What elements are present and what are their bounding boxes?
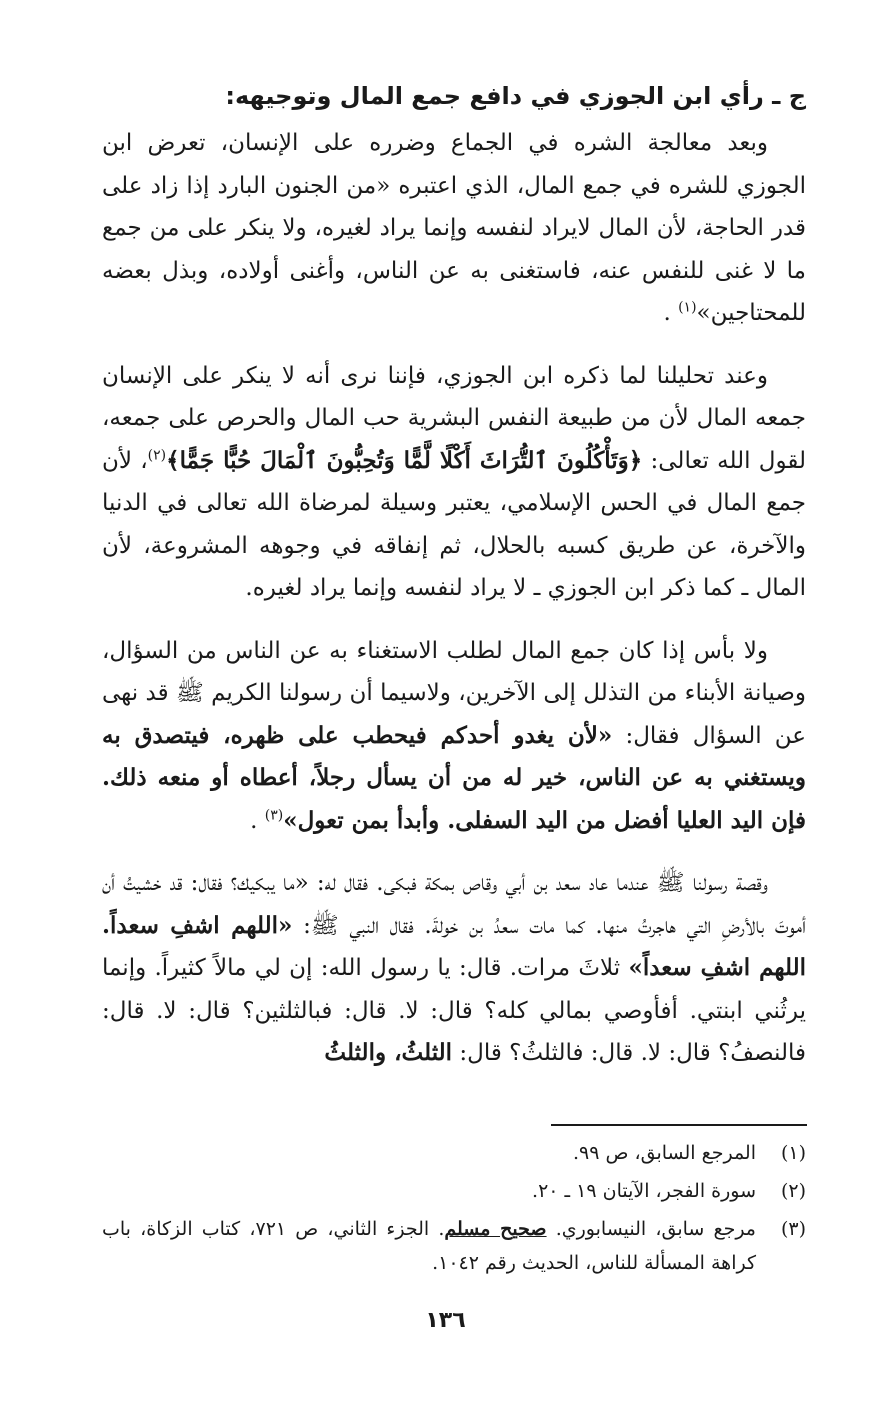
- footnote-2: [102, 1174, 806, 1208]
- footnote-3-text-a: مرجع سابق، النيسابوري.: [555, 1218, 756, 1240]
- page-number: ١٣٦: [425, 1308, 466, 1333]
- footnote-ref-1[interactable]: (١): [678, 299, 697, 316]
- paragraph-4-text-a: وقصة رسولنا ﷺ عندما عاد سعد بن أبي وقاص بمكة فبكى. فقال له: «ما يبكيك؟ فقال: قد خشيتُ أن أموتَ بالأرضِ التي هاجرتُ منها. كما مات سعدُ بن خولةَ. فقال النبي ﷺ:: [102, 870, 806, 939]
- page-body: [102, 74, 806, 1075]
- footnote-1-text: المرجع السابق، ص ٩٩.: [572, 1142, 756, 1164]
- third-answer: الثلثُ، والثلثُ: [324, 1039, 453, 1066]
- hadith-quote: «لأن يغدو أحدكم فيحطب على ظهره، فيتصدق به ويستغني به عن الناس، خير له من أن يسأل رجلاً، أعطاه أو منعه ذلك. فإن اليد العليا أفضل من اليد السفلى. وأبدأ بمن تعول»: [102, 721, 806, 834]
- footnote-ref-3[interactable]: (٣): [264, 806, 284, 823]
- paragraph-3-end: .: [250, 807, 258, 834]
- footnote-1: [102, 1136, 806, 1170]
- paragraph-2: [102, 355, 806, 610]
- footnote-3-text-b: . الجزء الثاني، ص ٧٢١، كتاب الزكاة، باب كراهة المسألة للناس، الحديث رقم ١٠٤٢.: [102, 1218, 756, 1274]
- paragraph-3-text-a: ولا بأس إذا كان جمع المال لطلب الاستغناء به عن الناس من السؤال، وصيانة الأبناء من التذلل إلى الآخرين، ولاسيما أن رسولنا الكريم ﷺ قد نهى عن السؤال فقال:: [102, 637, 807, 749]
- section-heading: ج ـ رأي ابن الجوزي في دافع جمع المال وتوجيهه:: [225, 82, 806, 110]
- footnote-divider: [551, 1124, 807, 1126]
- paragraph-2-text-a: وعند تحليلنا لما ذكره ابن الجوزي، فإننا نرى أنه لا ينكر على الإنسان جمعه المال لأن من طبيعة النفس البشرية حب المال والحرص على جمعه، لقول الله تعالى:: [102, 362, 806, 474]
- footnote-2-text: سورة الفجر، الآيتان ١٩ ـ ٢٠.: [532, 1180, 756, 1202]
- quran-verse: ﴿وَتَأْكُلُونَ ٱلتُّرَاثَ أَكْلًا لَّمًّا وَتُحِبُّونَ ٱلْمَالَ حُبًّا جَمًّا﴾: [166, 446, 643, 474]
- paragraph-4: [102, 862, 806, 1075]
- footnote-3-text: [102, 1212, 756, 1280]
- paragraph-1-text: وبعد معالجة الشره في الجماع وضرره على الإنسان، تعرض ابن الجوزي للشره في جمع المال، الذي اعتبره «من الجنون البارد إذا زاد على قدر الحاجة، لأن المال لايراد لنفسه وإنما يراد لغيره، ولا ينكر على من جمع ما لا غنى للنفس عنه، فاستغنى به عن الناس، وأغنى أولاده، وبذل بعضه للمحتاجين»: [102, 130, 806, 326]
- footnote-ref-2[interactable]: (٢): [147, 446, 167, 463]
- footnotes: [102, 1136, 806, 1284]
- paragraph-3: [102, 630, 806, 843]
- footnote-2-number: (٢): [780, 1180, 806, 1202]
- prayer-quote: «اللهم اشفِ سعداً. اللهم اشفِ سعداً»: [102, 911, 806, 981]
- paragraph-2-text-b: ، لأن جمع المال في الحس الإسلامي، يعتبر وسيلة لمرضاة الله تعالى في الدنيا والآخرة، عن طريق كسبه بالحلال، ثم إنفاقه في وجوهه المشروعة، لأن المال ـ كما ذكر ابن الجوزي ـ لا يراد لنفسه وإنما يراد لغيره.: [102, 447, 806, 601]
- footnote-3: [102, 1212, 806, 1280]
- paragraph-4-text-b: ثلاثَ مرات. قال: يا رسول الله: إن لي مالاً كثيراً. وإنما يرثُني ابنتي. أفأوصي بمالي كله؟ قال: لا. قال: فبالثلثين؟ قال: لا. قال: فالنصفُ؟ قال: لا. قال: فالثلثُ؟ قال:: [102, 955, 806, 1066]
- footnote-1-number: (١): [780, 1142, 806, 1164]
- paragraph-1: [102, 122, 806, 335]
- footnote-3-book-title: صحيح مسلم: [444, 1218, 547, 1240]
- paragraph-1-end: .: [663, 300, 671, 326]
- footnote-3-number: (٣): [780, 1218, 806, 1240]
